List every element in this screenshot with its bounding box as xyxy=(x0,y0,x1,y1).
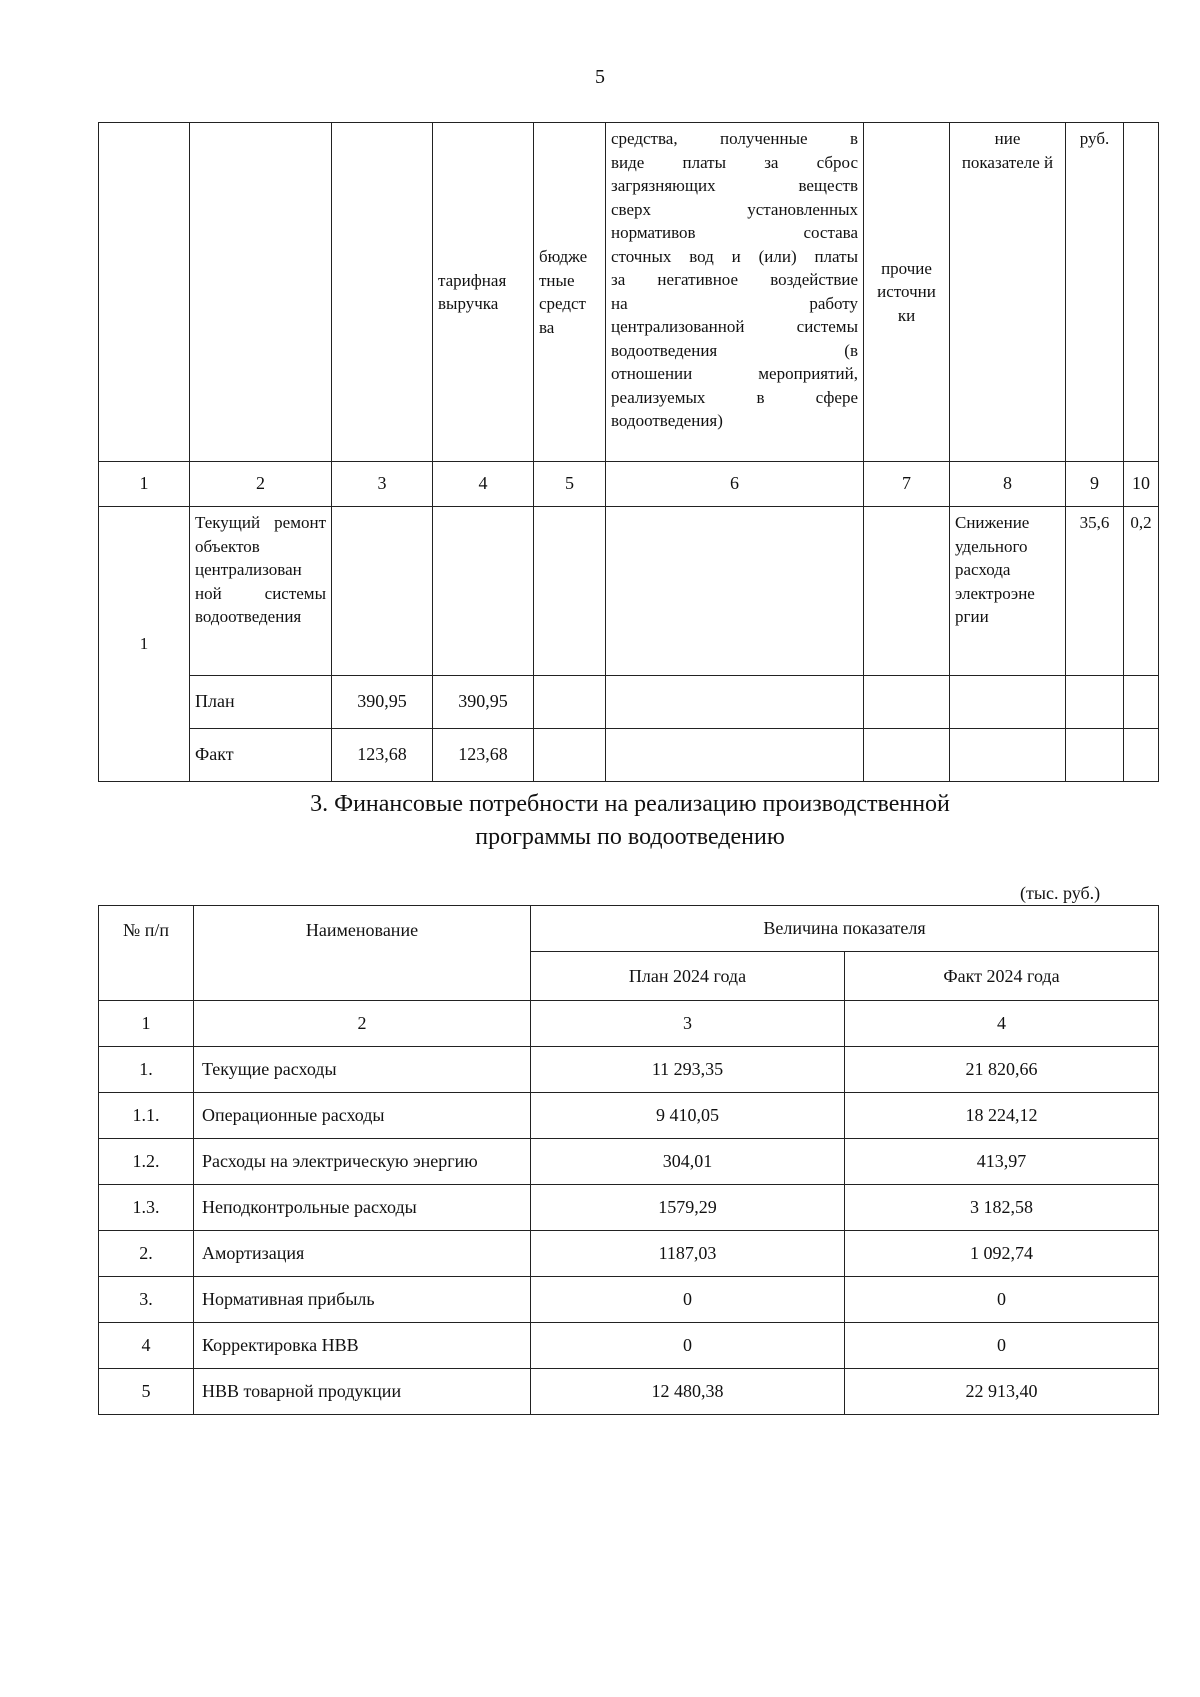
row-fact: 0 xyxy=(845,1277,1159,1323)
row-plan: 304,01 xyxy=(531,1139,845,1185)
section-title xyxy=(0,788,1200,854)
column-number: 2 xyxy=(194,1001,531,1047)
header-col6-line: сточных вод и (или) платы xyxy=(611,246,858,266)
header-col6-line: виде платы за сброс xyxy=(611,152,858,172)
row-plan: 11 293,35 xyxy=(531,1047,845,1093)
unit-label: (тыс. руб.) xyxy=(1020,883,1101,903)
table-row xyxy=(99,1369,1159,1415)
column-number: 4 xyxy=(433,462,534,507)
row-name: НВВ товарной продукции xyxy=(194,1369,531,1415)
work-value-9: 35,6 xyxy=(1066,507,1124,676)
table-row xyxy=(99,1093,1159,1139)
header-other-sources: прочие источни ки xyxy=(864,123,950,462)
fact-cell xyxy=(1124,729,1159,782)
fact-cell xyxy=(950,729,1066,782)
row-fact: 0 xyxy=(845,1323,1159,1369)
header-col6-line: за негативное воздействие xyxy=(611,270,858,289)
row-plan: 12 480,38 xyxy=(531,1369,845,1415)
column-number: 7 xyxy=(864,462,950,507)
header-value: Величина показателя xyxy=(531,906,1159,952)
plan-cell xyxy=(1124,676,1159,729)
table-row xyxy=(99,1185,1159,1231)
header-fact: Факт 2024 года xyxy=(845,952,1159,1001)
table-row xyxy=(99,1277,1159,1323)
row-fact: 413,97 xyxy=(845,1139,1159,1185)
table1-work-row xyxy=(99,507,1159,676)
plan-total: 390,95 xyxy=(332,676,433,729)
work-cell xyxy=(864,507,950,676)
column-number: 10 xyxy=(1124,462,1159,507)
header-col6-line: на работу xyxy=(611,293,858,313)
plan-cell xyxy=(950,676,1066,729)
row-plan: 1579,29 xyxy=(531,1185,845,1231)
fact-label: Факт xyxy=(190,729,332,782)
header-pollution-funds xyxy=(606,123,864,462)
table1-header-row xyxy=(99,123,1159,462)
row-fact: 3 182,58 xyxy=(845,1185,1159,1231)
row-num: 4 xyxy=(99,1323,194,1369)
header-col6-line: водоотведения) xyxy=(611,411,723,430)
table1-plan-row xyxy=(99,676,1159,729)
plan-cell xyxy=(864,676,950,729)
table-row xyxy=(99,1139,1159,1185)
header-col6-line: сверх установленных xyxy=(611,199,858,219)
section-title-line2: программы по водоотведению xyxy=(475,824,785,850)
plan-cell xyxy=(1066,676,1124,729)
row-num: 1.1. xyxy=(99,1093,194,1139)
header-indicator: ние показателе й xyxy=(950,123,1066,462)
header-name: Наименование xyxy=(194,906,531,1001)
column-number: 5 xyxy=(534,462,606,507)
table-row xyxy=(99,1231,1159,1277)
row-name: Корректировка НВВ xyxy=(194,1323,531,1369)
section-title-line1: 3. Финансовые потребности на реализацию производственной xyxy=(310,791,950,817)
work-cell xyxy=(433,507,534,676)
table-row xyxy=(99,1323,1159,1369)
work-cell xyxy=(332,507,433,676)
row-plan: 0 xyxy=(531,1277,845,1323)
work-cell xyxy=(534,507,606,676)
header-cell-2 xyxy=(190,123,332,462)
row-name: Неподконтрольные расходы xyxy=(194,1185,531,1231)
row-name: Операционные расходы xyxy=(194,1093,531,1139)
row-num: 3. xyxy=(99,1277,194,1323)
row-plan: 9 410,05 xyxy=(531,1093,845,1139)
plan-cell xyxy=(534,676,606,729)
column-number: 1 xyxy=(99,462,190,507)
plan-cell xyxy=(606,676,864,729)
table2-header-row xyxy=(99,906,1159,952)
header-cell-3 xyxy=(332,123,433,462)
header-budget-funds: бюдже тные средст ва xyxy=(534,123,606,462)
header-col6-line: средства, полученные в xyxy=(611,129,858,148)
row-num: 2. xyxy=(99,1231,194,1277)
row-name: Расходы на электрическую энергию xyxy=(194,1139,531,1185)
row-num: 5 xyxy=(99,1369,194,1415)
row-num: 1.3. xyxy=(99,1185,194,1231)
header-col6-line: реализуемых в сфере xyxy=(611,387,858,407)
financial-needs-table xyxy=(98,905,1159,1415)
fact-cell xyxy=(864,729,950,782)
page-number: 5 xyxy=(595,66,605,88)
header-plan: План 2024 года xyxy=(531,952,845,1001)
header-col6-line: загрязняющих веществ xyxy=(611,176,858,195)
header-col6-line: водоотведения (в xyxy=(611,340,858,360)
work-name: Текущий ремонт объектов централизован ной системы водоотведения xyxy=(190,507,332,676)
column-number: 9 xyxy=(1066,462,1124,507)
fact-cell xyxy=(534,729,606,782)
row-plan: 0 xyxy=(531,1323,845,1369)
header-unit: руб. xyxy=(1066,123,1124,462)
table1-fact-row xyxy=(99,729,1159,782)
column-number: 6 xyxy=(606,462,864,507)
column-number: 8 xyxy=(950,462,1066,507)
row-num: 1.2. xyxy=(99,1139,194,1185)
header-cell-1 xyxy=(99,123,190,462)
row-name: Текущие расходы xyxy=(194,1047,531,1093)
row-number: 1 xyxy=(99,507,190,782)
fact-tariff: 123,68 xyxy=(433,729,534,782)
column-number: 4 xyxy=(845,1001,1159,1047)
column-number: 2 xyxy=(190,462,332,507)
header-cell-10 xyxy=(1124,123,1159,462)
work-cell xyxy=(606,507,864,676)
table1-column-numbers xyxy=(99,462,1159,507)
plan-label: План xyxy=(190,676,332,729)
row-fact: 21 820,66 xyxy=(845,1047,1159,1093)
row-plan: 1187,03 xyxy=(531,1231,845,1277)
row-name: Амортизация xyxy=(194,1231,531,1277)
fact-cell xyxy=(1066,729,1124,782)
header-row-number: № п/п xyxy=(99,906,194,1001)
column-number: 3 xyxy=(332,462,433,507)
column-number: 3 xyxy=(531,1001,845,1047)
header-col6-line: отношении мероприятий, xyxy=(611,364,858,383)
row-fact: 1 092,74 xyxy=(845,1231,1159,1277)
work-indicator: Снижение удельного расхода электроэне ргии xyxy=(950,507,1066,676)
fact-total: 123,68 xyxy=(332,729,433,782)
row-name: Нормативная прибыль xyxy=(194,1277,531,1323)
row-fact: 22 913,40 xyxy=(845,1369,1159,1415)
fact-cell xyxy=(606,729,864,782)
plan-tariff: 390,95 xyxy=(433,676,534,729)
header-col6-line: централизованной системы xyxy=(611,317,858,336)
header-col6-line: нормативов состава xyxy=(611,223,858,242)
table2-column-numbers xyxy=(99,1001,1159,1047)
row-num: 1. xyxy=(99,1047,194,1093)
work-value-10: 0,2 xyxy=(1124,507,1159,676)
header-tariff-revenue: тарифная выручка xyxy=(433,123,534,462)
investment-table xyxy=(98,122,1159,782)
column-number: 1 xyxy=(99,1001,194,1047)
table-row xyxy=(99,1047,1159,1093)
row-fact: 18 224,12 xyxy=(845,1093,1159,1139)
